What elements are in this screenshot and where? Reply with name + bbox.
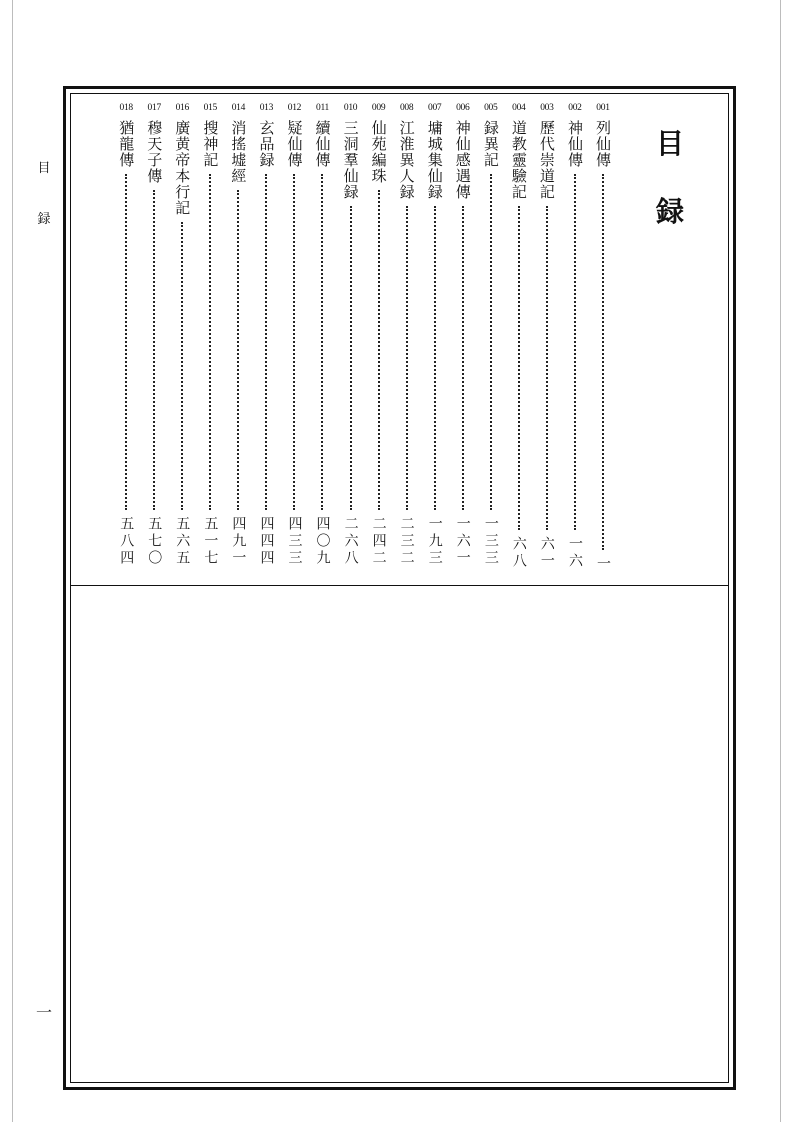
entry-title: 穆天子傳 xyxy=(145,120,164,184)
toc-entries xyxy=(112,100,617,580)
entry-leader-dots xyxy=(406,206,408,510)
entry-leader-dots xyxy=(181,222,183,510)
entry-page-number: 六八 xyxy=(510,536,527,570)
entry-leader-dots xyxy=(265,174,267,510)
entry-page-number: 五六五 xyxy=(174,516,191,567)
entry-leader-dots xyxy=(574,174,576,530)
entry-title: 神仙感遇傳 xyxy=(453,120,472,200)
toc-title xyxy=(650,122,690,230)
entry-page-number: 一 xyxy=(595,556,611,573)
entry-title: 續仙傳 xyxy=(313,120,332,168)
toc-entry[interactable] xyxy=(421,100,449,580)
toc-entry[interactable] xyxy=(505,100,533,580)
entry-number: 017 xyxy=(147,103,161,113)
side-label-lu: 録 xyxy=(37,212,51,227)
entry-number: 005 xyxy=(484,103,498,113)
entry-page-number: 四四四 xyxy=(258,516,275,567)
entry-leader-dots xyxy=(209,174,211,510)
toc-entry[interactable] xyxy=(224,100,252,580)
side-label-mu: 目 xyxy=(37,161,51,176)
entry-title: 消搖墟經 xyxy=(229,120,248,184)
toc-entry[interactable] xyxy=(393,100,421,580)
entry-page-number: 四九一 xyxy=(230,516,247,567)
entry-leader-dots xyxy=(153,190,155,510)
entry-number: 002 xyxy=(568,103,582,113)
entry-page-number: 六一 xyxy=(538,536,555,570)
page-left-edge xyxy=(12,0,13,1122)
entry-title: 廣黄帝本行記 xyxy=(173,120,192,216)
entry-number: 010 xyxy=(343,103,358,113)
toc-entry[interactable] xyxy=(337,100,365,580)
entry-title: 道教靈驗記 xyxy=(509,120,528,200)
entry-title: 列仙傳 xyxy=(594,120,612,168)
entry-title: 玄品録 xyxy=(257,120,276,168)
toc-entry[interactable] xyxy=(168,100,196,580)
entry-number: 003 xyxy=(540,103,554,113)
entry-leader-dots xyxy=(518,206,520,530)
entry-title: 搜神記 xyxy=(201,120,220,168)
toc-entry[interactable] xyxy=(140,100,168,580)
entry-leader-dots xyxy=(237,190,239,510)
entry-page-number: 五七〇 xyxy=(146,516,163,567)
entry-number: 011 xyxy=(316,103,329,113)
entry-title: 仙苑編珠 xyxy=(369,120,388,184)
entry-title: 神仙傳 xyxy=(565,120,584,168)
entry-number: 004 xyxy=(512,103,526,113)
toc-entry[interactable] xyxy=(252,100,280,580)
entry-leader-dots xyxy=(490,174,492,510)
entry-number: 006 xyxy=(456,103,470,113)
entry-title: 三洞羣仙録 xyxy=(341,120,360,200)
entry-leader-dots xyxy=(293,174,295,510)
entry-title: 疑仙傳 xyxy=(285,120,304,168)
entry-page-number: 一三三 xyxy=(482,516,499,567)
toc-entry[interactable] xyxy=(112,100,140,580)
entry-page-number: 二六八 xyxy=(342,516,359,567)
entry-number: 018 xyxy=(119,103,133,113)
entry-number: 007 xyxy=(428,103,442,113)
entry-number: 016 xyxy=(175,103,189,113)
toc-entry[interactable] xyxy=(561,100,589,580)
side-page-mark: 一 xyxy=(35,1003,52,1022)
entry-number: 001 xyxy=(596,103,610,113)
toc-entry[interactable] xyxy=(196,100,224,580)
toc-entry[interactable] xyxy=(533,100,561,580)
toc-title-char-2: 録 xyxy=(655,195,684,228)
entry-number: 009 xyxy=(371,103,386,113)
entry-page-number: 一九三 xyxy=(426,516,443,567)
entry-number: 014 xyxy=(231,103,246,113)
entry-page-number: 五一七 xyxy=(202,516,219,567)
entry-title: 録異記 xyxy=(481,120,500,168)
entry-leader-dots xyxy=(462,206,464,510)
entry-leader-dots xyxy=(350,206,352,510)
toc-entry[interactable] xyxy=(365,100,393,580)
entry-page-number: 一六 xyxy=(566,536,583,570)
toc-entry[interactable] xyxy=(477,100,505,580)
entry-number: 013 xyxy=(259,103,274,113)
toc-entry[interactable] xyxy=(449,100,477,580)
toc-entry[interactable] xyxy=(280,100,308,580)
entry-page-number: 二四二 xyxy=(370,516,387,567)
entry-page-number: 二三二 xyxy=(398,516,415,567)
entry-title: 江淮異人録 xyxy=(397,120,416,200)
entry-page-number: 一六一 xyxy=(454,516,471,567)
frame-divider xyxy=(70,585,729,586)
entry-leader-dots xyxy=(378,190,380,510)
entry-number: 015 xyxy=(203,103,217,113)
entry-title: 歷代崇道記 xyxy=(537,120,556,200)
entry-leader-dots xyxy=(602,174,604,550)
entry-leader-dots xyxy=(125,174,127,510)
entry-leader-dots xyxy=(434,206,436,510)
toc-entry[interactable] xyxy=(308,100,336,580)
entry-title: 猶龍傳 xyxy=(117,120,136,168)
entry-title: 墉城集仙録 xyxy=(425,120,444,200)
entry-page-number: 四〇九 xyxy=(314,516,331,567)
page-right-edge xyxy=(780,0,781,1122)
entry-page-number: 四三三 xyxy=(286,516,303,567)
entry-number: 008 xyxy=(399,103,414,113)
toc-title-char-1: 目 xyxy=(655,127,684,160)
entry-leader-dots xyxy=(321,174,323,510)
entry-leader-dots xyxy=(546,206,548,530)
entry-number: 012 xyxy=(287,103,302,113)
entry-page-number: 五八四 xyxy=(118,516,135,567)
toc-entry[interactable] xyxy=(589,100,617,580)
